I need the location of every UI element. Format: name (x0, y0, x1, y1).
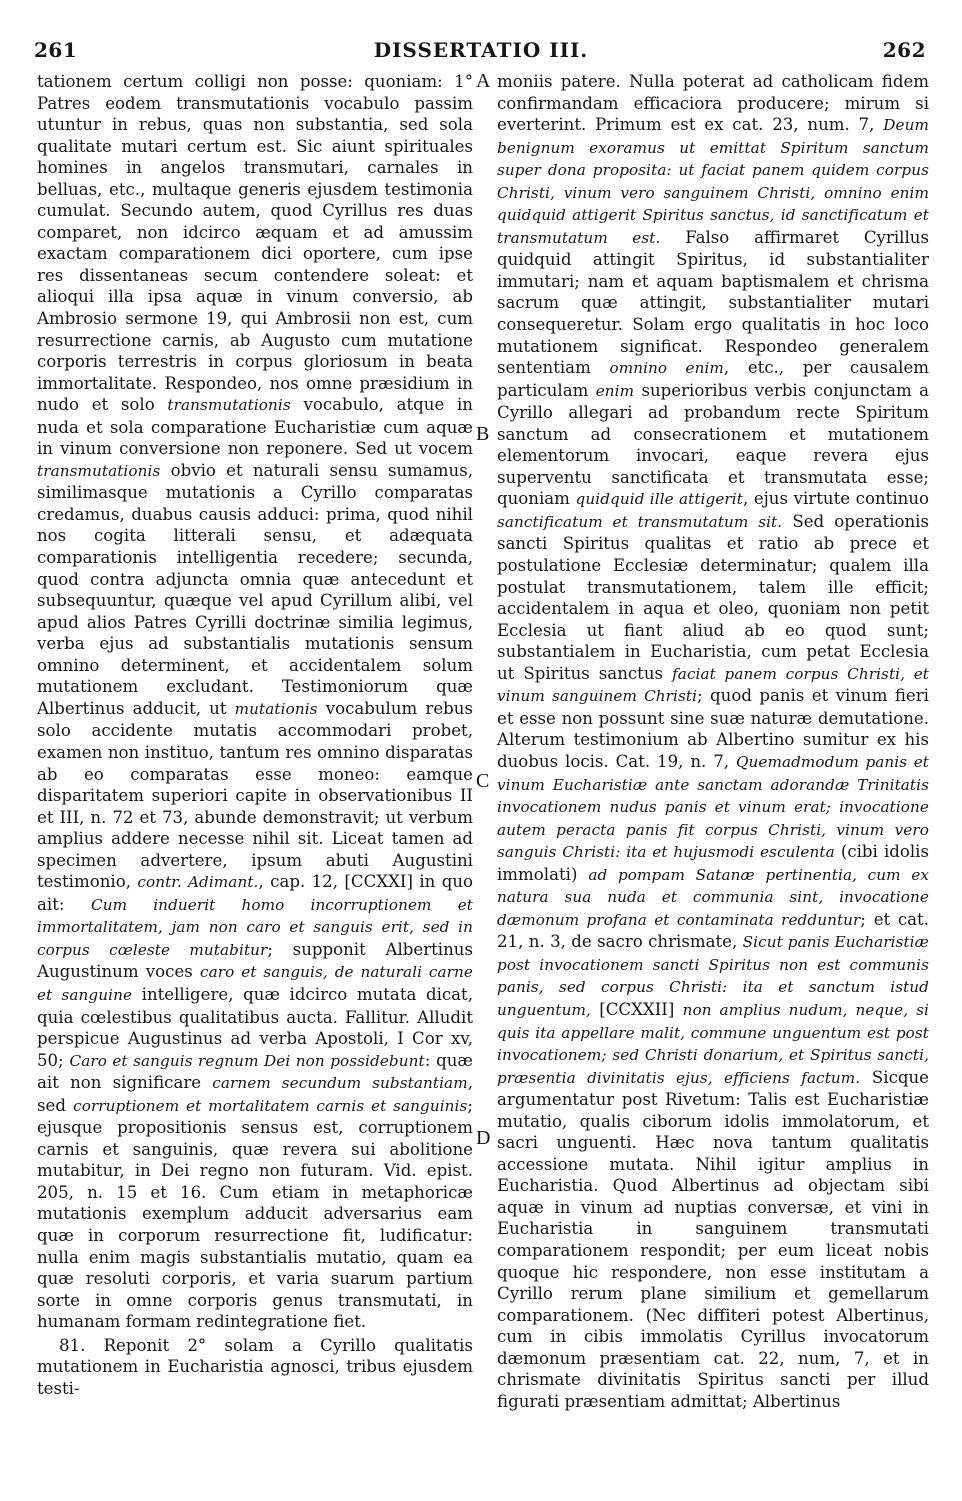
italic-run: transmutationis (167, 396, 291, 415)
text-run: [CCXXII] (590, 999, 683, 1019)
right-column (497, 71, 929, 1412)
italic-run: carnem secundum substantiam (212, 1074, 468, 1093)
page-number-right: 262 (882, 38, 926, 62)
italic-run: transmutationis (37, 461, 161, 480)
italic-run: sanctificatum et transmutatum sit. (497, 512, 783, 531)
italic-run: enim (595, 381, 635, 400)
italic-run: contr. Adimant. (137, 873, 259, 892)
text-run: ; et cat. 21, n. 3, de sacro chrismate, (497, 909, 929, 952)
margin-marker-d: D (476, 1127, 491, 1149)
text-run: , cap. 12, [CCXXI] in quo ait: (37, 872, 474, 914)
text-run: ; ejusque propositionis sensus est, corruptionem carnis et sanguinis, quæ revera sui abolitione mutabitur, in Dei regno non futuram. Vid. epist. 205, n. 15 et 16. Cum etiam in metaphoricæ mutationis exemplum adducit adversarius eam quæ in corporum resurrectione fit, ludificatur: nulla enim magis substantialis mutatio, quam ea quæ resoluti corporis, et varia suarum partium sorte in omne corporis genus transmutati, in humanam formam redintegratione fiet. (37, 1095, 474, 1332)
text-run: intelligere, quæ idcirco mutata dicat, quia cœlestibus qualitatibus aucta. Fallitur. Alludit perspicue Augustinus ad verba Apostoli, I Cor xv, 50; (37, 984, 473, 1070)
italic-run: omnino enim (609, 359, 724, 378)
text-run: Falso affirmaret Cyrillus quidquid attingit Spiritus, id substantialiter immutari; nam et aquam baptismalem et chrisma sacrum quæ attingit, substantialiter mutari consequeretur. Solam ergo qualitatis in hoc loco mutationem significat. Respondeo generalem sententiam (497, 227, 929, 378)
italic-run: Quemadmodum panis et vinum Eucharistiæ ante sanctam adorandæ Trinitatis invocationem nudus panis et vinum erat; invocatione autem peracta panis fit corpus Christi, vinum vero sanguis Christi: ita et hujusmodi esculenta (497, 752, 929, 862)
page-number-left: 261 (34, 38, 78, 62)
text-run: moniis patere. Nulla poterat ad catholicam fidem confirmandam efficaciora producere; mirum si everterint. Primum est ex cat. 23, num. 7, (497, 72, 929, 135)
text-run: ; supponit Albertinus Augustinum voces (37, 939, 473, 982)
italic-run: Deum benignum exoramus ut emittat Spiritum sanctum super dona proposita: ut faciat panem quidem corpus Christi, vinum vero sanguinem Christi, omnino enim quidquid attigerit Spiritus sanctus, id sanctificatum et transmutatum est. (497, 116, 929, 247)
italic-run: faciat panem corpus Christi, et vinum sanguinem Christi (497, 664, 929, 706)
text-run: superioribus verbis conjunctam a Cyrillo allegari ad probandum recte Spiritum sanctum ad consecrationem et mutationem elementorum invocari, eaque revera ejus superventu sanctificata et transmutata esse; quoniam (497, 380, 929, 509)
text-run: (cibi idolis immolati) (497, 842, 930, 884)
text-run: tationem certum colligi non posse: quoniam: 1° Patres eodem transmutationis vocabulo passim utuntur in rebus, quas non substantia, sed sola qualitate mutari certum est. Sic aiunt spirituales homines in angelos transmutari, carnales in belluas, etc., multaque generis ejusdem testimonia cumulat. Secundo autem, quod Cyrillus res duas comparet, non idcirco æquam et ad amussim exactam comparationem dici oportere, cum ipse res dissentaneas secum contendere soleat: et alioqui illa ipsa aquæ in vinum conversio, ab Ambrosio sermone 19, qui Ambrosii non est, cum resurrectione carnis, ab Augusto cum mutatione corporis terrestris in corpus gloriosum in beata immortalitate. Respondeo, nos omne præsidium in nudo et solo (37, 72, 473, 415)
italic-run: non amplius nudum, neque, si quis ita appellare malit, commune unguentum est post invocationem; sed Christi donarium, et Spiritus sancti, præsentia divinitatis ejus, efficiens factum. (497, 1000, 929, 1087)
italic-run: caro et sanguis, de naturali carne et sanguine (37, 963, 473, 1004)
text-run: vocabulo, atque in nuda et sola comparatione Eucharistiæ cum aquæ in vinum conversione non reponere. Sed ut vocem (37, 395, 473, 459)
text-run: Sed operationis sancti Spiritus qualitas et ratio ab prece et postulatione Ecclesiæ determinatur; qualem illa postulat transmutationem, talem ille efficit; accidentalem in aqua et oleo, quoniam non petit Ecclesia ut fiant aliud ab eo quod sunt; substantialem in Eucharistia, cum petat Ecclesia ut Spiritus sanctus (497, 511, 929, 683)
left-column (37, 71, 473, 1399)
text-run: vocabulum rebus solo accidente mutatis accommodari probet, examen non instituo, tantum res omnino disparatas ab eo comparatas esse moneo: eamque disparitatem superiori capite in observationibus II et III, n. 72 et 73, abunde demonstravit; ut verbum amplius addere necesse nihil sit. Liceat tamen ad specimen advertere, ipsum abuti Augustini testimonio, (37, 698, 474, 892)
text-run: , etc., per causalem particulam (497, 358, 930, 400)
italic-run: quidquid ille attigerit (575, 490, 743, 509)
margin-marker-b: B (476, 423, 490, 445)
italic-run: ad pompam Satanæ pertinentia, cum ex natura sua nuda et communia sint, invocatione dæmonum profana et contaminata redduntur (497, 865, 929, 929)
italic-run: mutationis (234, 699, 318, 718)
text-run: obvio et naturali sensu sumamus, similimasque mutationis a Cyrillo comparatas credamus, duabus causis adduci: prima, quod nihil nos cogita litterali sensu, et adæquata comparationis intelligentia recedere; secunda, quod contra adjuncta omnia quæ antecedunt et subsequuntur, quæque vel apud Cyrillum alibi, vel apud alios Patres Cyrilli doctrinæ similia legimus, verba ejus ad substantialis mutationis sensum omnino determinent, et accidentalem solum mutationem excludant. Testimoniorum quæ Albertinus adducit, ut (37, 460, 473, 718)
text-run: , sed (37, 1073, 473, 1115)
italic-run: Caro et sanguis regnum Dei non possidebunt (69, 1051, 425, 1070)
section-81-paragraph: 81. Reponit 2° solam a Cyrillo qualitatis mutationem in Eucharistia agnosci, tribus ejusdem testi- (37, 1335, 473, 1398)
text-run: Sicque argumentatur post Rivetum: Talis est Eucharistiæ mutatio, qualis ciborum idolis immolatorum, et sacri unguenti. Hæc nova tantum qualitatis accessione mutata. Nihil igitur amplius in Eucharistia. Quod Albertinus ad objectam sibi aquæ in vinum ad nuptias conversæ, et vini in Eucharistia in sanguinem transmutati comparationem respondit; per eum liceat nobis quoque hic respondere, non esse institutam a Cyrillo rerum plane similium et gemellarum comparationem. (Nec diffiteri potest Albertinus, cum in cibis immolatis Cyrillus invocatorum dæmonum præsentiam cat. 22, num, 7, et in chrismate divinitatis Spiritus sancti per illud figurati præsentiam admittat; Albertinus (497, 1067, 930, 1411)
right-paragraph-1 (497, 71, 929, 1412)
italic-run: Sicut panis Eucharistiæ post invocationem sancti Spiritus non est communis panis, sed corpus Christi: ita et sanctum istud unguentum, (497, 933, 929, 1019)
text-run: ; quod panis et vinum fieri et esse non possunt sine suæ naturæ demutatione. Alterum testimonium ab Albertino sumitur ex his duobus locis. Cat. 19, n. 7, (497, 686, 929, 771)
text-run: : quæ ait non significare (37, 1050, 473, 1093)
running-title: DISSERTATIO III. (373, 38, 589, 62)
margin-marker-a: A (476, 70, 491, 92)
italic-run: Cum induerit homo incorruptionem et immortalitatem, jam non caro et sanguis erit, sed in corpus cœleste mutabitur (37, 895, 473, 959)
margin-marker-c: C (476, 770, 490, 792)
left-paragraph-1 (37, 71, 473, 1333)
text-run: , ejus virtute continuo (742, 489, 929, 509)
italic-run: corruptionem et mortalitatem carnis et sanguinis (73, 1096, 468, 1115)
page-header (0, 38, 962, 66)
